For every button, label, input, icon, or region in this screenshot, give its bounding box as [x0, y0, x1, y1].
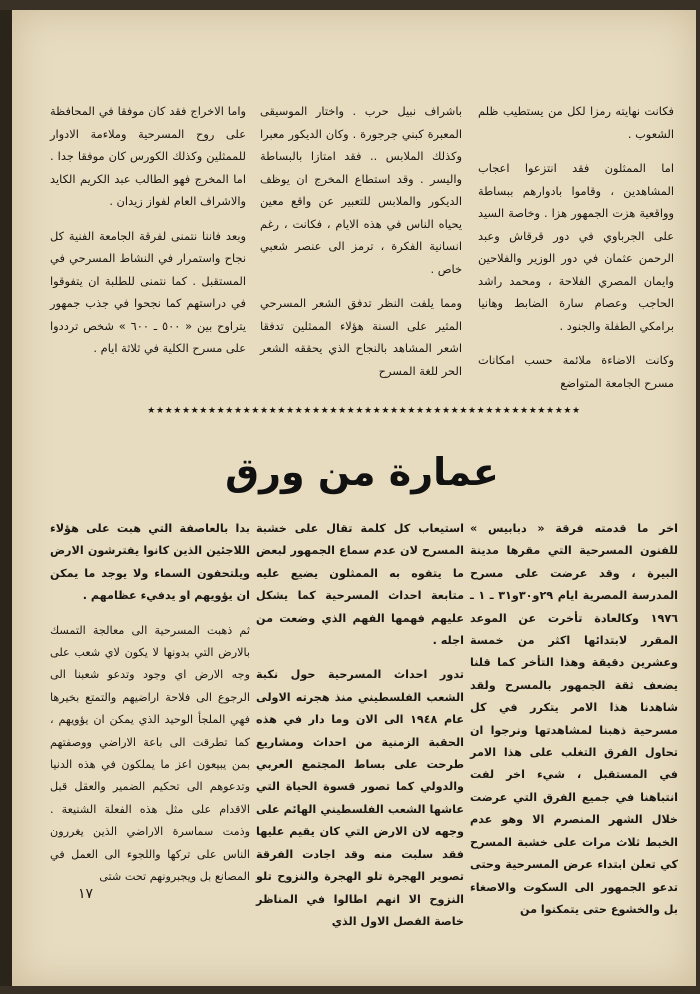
article-title: عمارة من ورق: [225, 450, 499, 494]
paragraph: وبعد فاننا نتمنى لفرقة الجامعة الفنية كل نجاح واستمرار في النشاط المسرحي في المستقبل . كما نتمنى للطلبة ان يتفوقوا في دراستهم كما نجحوا في جذب جمهور يتراوح بين « ٥٠٠ ـ ٦٠٠ » شخص ترددوا على مسرح الكلية في ثلاثة ايام .: [50, 228, 246, 355]
top-column-left: [50, 100, 246, 372]
top-column-right: [478, 100, 674, 406]
paragraph: واما الاخراج فقد كان موفقا في المحافظة على روح المسرحية وملاءمة الادوار للممثلين وكذلك الكورس كان موفقا جدا . اما المخرج فهو الطالب عبد الكريم الكايد والاشراف العام لفواز زيدان .: [50, 104, 246, 208]
paragraph: اما الممثلون فقد انتزعوا اعجاب المشاهدين ، وقاموا بادوارهم ببساطة وواقعية هزت الجمهور هزا . وخاصة السيد على الجرباوي في دور قرقاش وعبد الرحمن عثمان في دور الوزير والفلاحين وايمان المصري الفلاحة ، ومحمد راشد الحاجب وعصام سارة الضابط وهانيا برامكي الطفلة والجنود .: [478, 161, 674, 333]
top-column-middle: [260, 100, 462, 394]
magazine-page: [12, 10, 696, 986]
paragraph: باشراف نبيل حرب . واختار الموسيقى المعبرة كبني جرجورة . وكان الديكور معبرا وكذلك الملابس .. فقد امتازا بالبساطة واليسر . وقد استطاع المخرج ان يوظف الديكور والملابس للتعبير عن واقع معين يحياه الناس في هذه الايام ، فكانت ، رغم انسانية الفكرة ، ترمز الى عنصر شعبي خاص .: [260, 104, 462, 276]
page-number: ١٧: [78, 886, 94, 902]
paragraph: تدور احداث المسرحية حول نكبة الشعب الفلسطيني منذ هجرته الاولى عام ١٩٤٨ الى الان وما دار في هذه الحقبة الزمنية من احداث ومشاريع طرحت على بساط المجتمع العربي والدولي كما تصور قسوة الحياة التي عاشها الشعب الفلسطيني الهائم على وجهه لان الارض التي كان يقيم عليها فقد سلبت منه وقد اجادت الفرقة تصوير الهجرة تلو الهجرة والنزوح تلو النزوح الا انهم اطالوا في المناظر خاصة الفصل الاول الذي: [256, 668, 465, 928]
article-column-left: [50, 518, 250, 901]
paragraph: فكانت نهايته رمزا لكل من يستطيب ظلم الشعوب .: [478, 104, 674, 141]
paragraph: وكانت الاضاءة ملائمة حسب امكانات مسرح الجامعة المتواضع: [478, 353, 674, 390]
paragraph: اخر ما قدمته فرقة « دبابيس » للفنون المسرحية التي مقرها مدينة البيرة ، وقد عرضت على مسرح المدرسة المصرية ايام ٢٩و٣٠و٣١ ـ ١ ـ ١٩٧٦ وكالعادة تأخرت عن الموعد المقرر لابتدائها اكثر من خمسة وعشرين دقيقة وهذا التأخر كما قلنا يضعف ثقة الجمهور بالمسرح ولقد شاهدنا هذا الامر يتكرر في كل مسرحية ذهبنا لمشاهدتها ونرجوا ان تحاول الفرق التغلب على هذا الامر في المستقبل ، شيء اخر لفت انتباهنا في جميع الفرق التي عرضت خلال الشهر المنصرم الا وهو عدم الخبط ثلاث مرات على خشبة المسرح كي تعلن ابتداء عرض المسرحية وحتى تدعو الجمهور الى السكوت والاصغاء بل والخشوع حتى يتمكنوا من: [470, 522, 678, 916]
lead-paragraph: بدا بالعاصفة التي هبت على هؤلاء اللاجئين الذين كانوا يفترشون الارض ويلتحفون السماء ولا يوجد ما يمكن ان يؤويهم او يدفيء عظامهم .: [50, 522, 250, 603]
paragraph: ثم ذهبت المسرحية الى معالجة التمسك بالارض التي بدونها لا يكون لاي شعب على وجه الارض اي وجود وتدعو شعبنا الى الرجوع الى فلاحة اراضيهم والتمتع بخيرها فهي الملجأ الوحيد الذي يمكن ان يؤويهم ، كما تطرقت الى باعة الاراضي ووصفتهم بمن يبيعون اعز ما يملكون في هذه الدنيا وتدعوهم الى تحكيم الضمير والعقل قبل الاقدام على مثل هذه الفعلة الشنيعة . وذمت سماسرة الاراضي الذين يغررون الناس على تركها واللجوء الى العمل في المصانع بل ويجبرونهم تحت شتى: [50, 623, 250, 884]
article-column-right: [470, 518, 678, 933]
article-column-middle: [256, 518, 464, 945]
paragraph: استيعاب كل كلمة تقال على خشبة المسرح لان عدم سماع الجمهور لبعض ما يتفوه به الممثلون يضيع عليه متابعة احداث المسرحية كما يشكل عليهم فهمها الفهم الذي وضعت من اجله .: [256, 522, 464, 648]
paragraph: ومما يلفت النظر تدفق الشعر المسرحي المثير على السنة هؤلاء الممثلين تدفقا اشعر المشاهد بالنجاح الذي يحققه الشعر الحر للغة المسرح: [260, 296, 462, 378]
star-divider: ★★★★★★★★★★★★★★★★★★★★★★★★★★★★★★★★★★★★★★★★★★★★★★★★★★: [147, 406, 581, 416]
binding-strip: [0, 10, 12, 986]
